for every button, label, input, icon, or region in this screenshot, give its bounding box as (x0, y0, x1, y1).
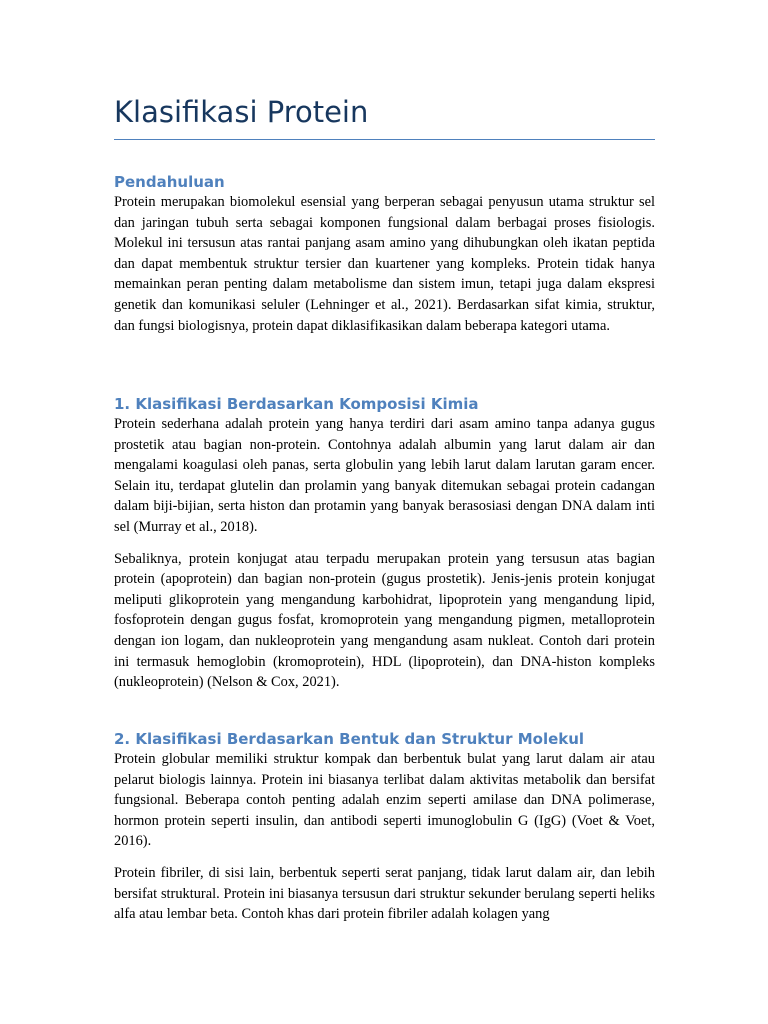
document-title: Klasifikasi Protein (114, 95, 369, 129)
section-komposisi-kimia (114, 394, 655, 693)
paragraph: Protein globular memiliki struktur kompak dan berbentuk bulat yang larut dalam air atau pelarut biologis lainnya. Protein ini biasanya terlibat dalam aktivitas metabolik dan bersifat fungsional. Beberapa contoh penting adalah enzim seperti amilase dan DNA polimerase, hormon protein seperti insulin, dan antibodi seperti imunoglobulin G (IgG) (Voet & Voet, 2016). (114, 751, 655, 850)
section-heading: 2. Klasifikasi Berdasarkan Bentuk dan Struktur Molekul (114, 730, 585, 748)
section-heading: Pendahuluan (114, 173, 225, 191)
section-bentuk-struktur (114, 729, 655, 925)
section-heading: 1. Klasifikasi Berdasarkan Komposisi Kimia (114, 395, 479, 413)
paragraph: Protein fibriler, di sisi lain, berbentuk seperti serat panjang, tidak larut dalam air, dan lebih bersifat struktural. Protein ini biasanya tersusun dari struktur sekunder berulang seperti heliks alfa atau lembar beta. Contoh khas dari protein fibriler adalah kolagen yang (114, 864, 655, 923)
title-underline (114, 139, 655, 140)
section-pendahuluan (114, 172, 655, 336)
paragraph: Protein sederhana adalah protein yang hanya terdiri dari asam amino tanpa adanya gugus prostetik atau bagian non-protein. Contohnya adalah albumin yang larut dalam air dan mengalami koagulasi oleh panas, serta globulin yang lebih larut dalam larutan garam encer. Selain itu, terdapat glutelin dan prolamin yang banyak ditemukan sebagai protein cadangan dalam biji-bijian, serta histon dan protamin yang banyak berasosiasi dengan DNA dalam inti sel (Murray et al., 2018). (114, 416, 655, 535)
paragraph: Protein merupakan biomolekul esensial yang berperan sebagai penyusun utama struktur sel dan jaringan tubuh serta sebagai komponen fungsional dalam berbagai proses fisiologis. Molekul ini tersusun atas rantai panjang asam amino yang dihubungkan oleh ikatan peptida dan dapat membentuk struktur tersier dan kuartener yang kompleks. Protein tidak hanya memainkan peran penting dalam metabolisme dan sistem imun, tetapi juga dalam ekspresi genetik dan komunikasi seluler (Lehninger et al., 2021). Berdasarkan sifat kimia, struktur, dan fungsi biologisnya, protein dapat diklasifikasikan dalam beberapa kategori utama. (114, 194, 655, 334)
paragraph: Sebaliknya, protein konjugat atau terpadu merupakan protein yang tersusun atas bagian protein (apoprotein) dan bagian non-protein (gugus prostetik). Jenis-jenis protein konjugat meliputi glikoprotein yang mengandung karbohidrat, lipoprotein yang mengandung lipid, fosfoprotein dengan gugus fosfat, kromoprotein yang mengandung pigmen, metalloprotein dengan ion logam, dan nukleoprotein yang mengandung asam nukleat. Contoh dari protein ini termasuk hemoglobin (kromoprotein), HDL (lipoprotein), dan DNA-histon kompleks (nukleoprotein) (Nelson & Cox, 2021). (114, 550, 655, 691)
